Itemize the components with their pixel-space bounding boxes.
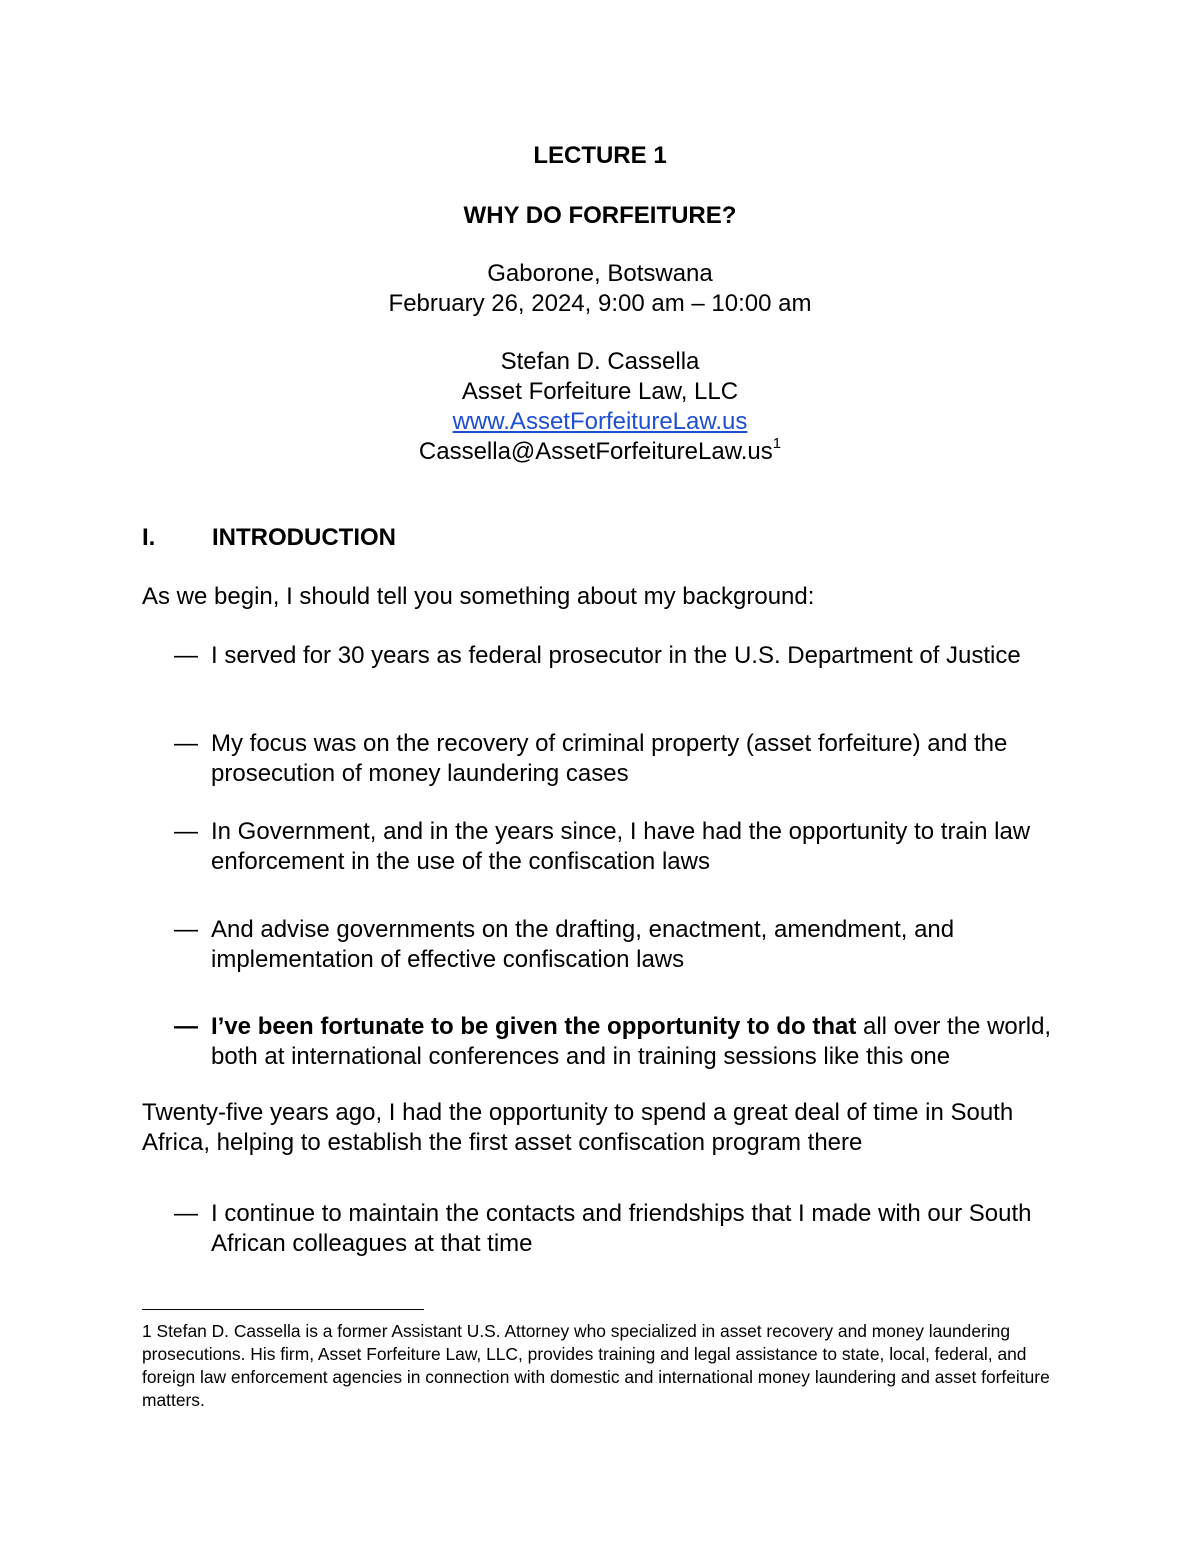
list-item-text: My focus was on the recovery of criminal property (asset forfeiture) and the prosecution of money laundering cases bbox=[211, 730, 1008, 787]
list-item bbox=[174, 641, 1074, 671]
section-title: INTRODUCTION bbox=[212, 524, 396, 551]
list-item bbox=[174, 817, 1074, 877]
list-item-text: And advise governments on the drafting, enactment, amendment, and implementation of effective confiscation laws bbox=[211, 916, 955, 973]
website-row bbox=[0, 407, 1200, 437]
footnote-reference: 1 bbox=[772, 435, 782, 452]
list-item bbox=[174, 1199, 1074, 1259]
list-item-text: I continue to maintain the contacts and friendships that I made with our South African colleagues at that time bbox=[211, 1200, 1032, 1257]
lecture-number: LECTURE 1 bbox=[533, 142, 667, 169]
list-item-text: In Government, and in the years since, I have had the opportunity to train law enforcement in the use of the confiscation laws bbox=[211, 818, 1031, 875]
date-time: February 26, 2024, 9:00 am – 10:00 am bbox=[388, 290, 812, 317]
list-item-text: I served for 30 years as federal prosecutor in the U.S. Department of Justice bbox=[211, 642, 1021, 669]
section-number: I. bbox=[142, 524, 156, 551]
email-address: Cassella@AssetForfeitureLaw.us bbox=[418, 438, 773, 465]
list-item-text bbox=[211, 1012, 1074, 1072]
section-heading bbox=[142, 523, 396, 553]
list-item bbox=[174, 915, 1074, 975]
dash-marker: — bbox=[174, 818, 198, 845]
lecture-title: WHY DO FORFEITURE? bbox=[463, 202, 737, 229]
footnote-text: 1 Stefan D. Cassella is a former Assistant U.S. Attorney who specialized in asset recovery and money laundering prosecutions. His firm, Asset Forfeiture Law, LLC, provides training and legal assistance to state, local, federal, and foreign law enforcement agencies in connection with domestic and international money laundering and asset forfeiture matters. bbox=[142, 1321, 1050, 1410]
list-item bbox=[174, 729, 1074, 789]
email-row bbox=[0, 437, 1200, 467]
location: Gaborone, Botswana bbox=[487, 260, 713, 287]
dash-marker: — bbox=[174, 916, 198, 943]
dash-marker: — bbox=[174, 642, 198, 669]
footnote-divider bbox=[142, 1309, 424, 1310]
dash-marker: — bbox=[174, 730, 198, 757]
dash-marker: — bbox=[174, 1200, 198, 1227]
website-link[interactable]: www.AssetForfeitureLaw.us bbox=[452, 408, 748, 435]
firm-name: Asset Forfeiture Law, LLC bbox=[461, 378, 739, 405]
intro-paragraph: As we begin, I should tell you something about my background: bbox=[142, 583, 815, 610]
body-paragraph: Twenty-five years ago, I had the opportunity to spend a great deal of time in South Africa, helping to establish the first asset confiscation program there bbox=[142, 1099, 1014, 1156]
regular-text: all over the world, both at international conferences and in training sessions like this one bbox=[211, 1013, 1052, 1070]
author-name: Stefan D. Cassella bbox=[500, 348, 700, 375]
emphasized-text: I’ve been fortunate to be given the opportunity to do that bbox=[211, 1013, 857, 1040]
list-item bbox=[174, 1012, 1074, 1072]
dash-marker: — bbox=[174, 1013, 198, 1040]
